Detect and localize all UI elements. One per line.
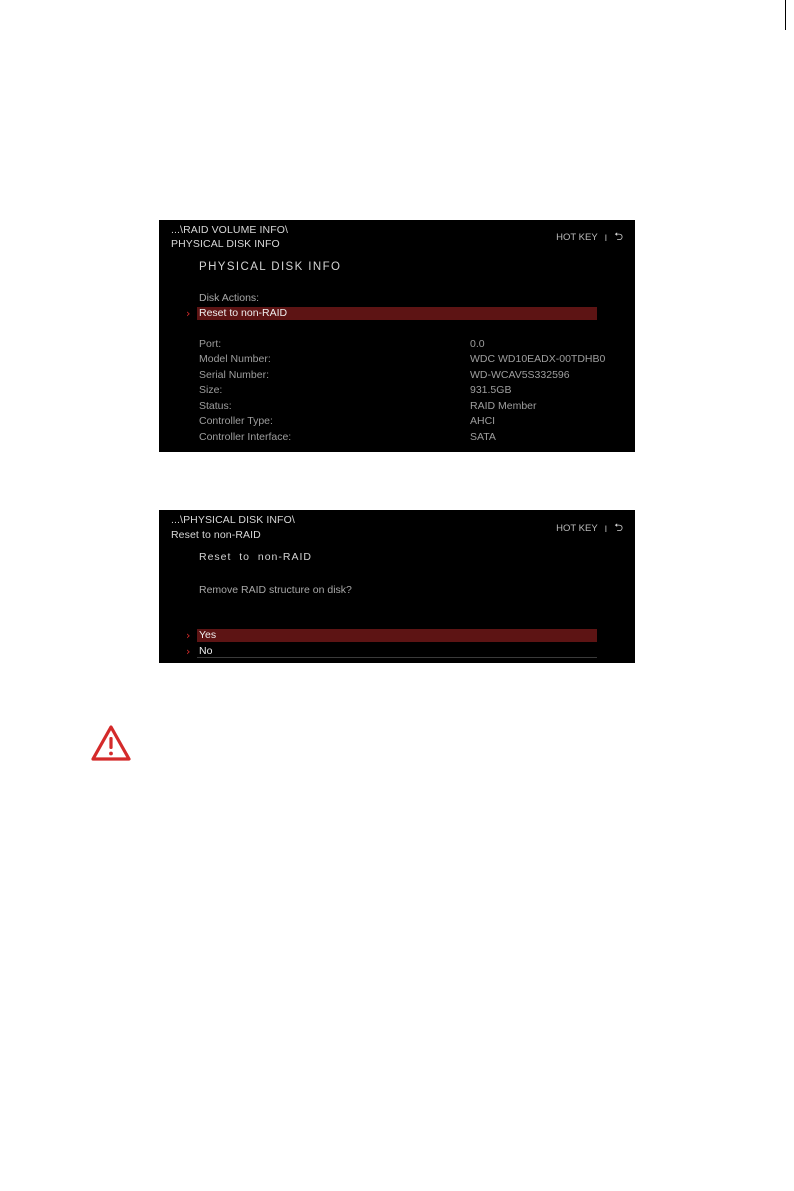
physical-disk-info-screen (159, 220, 635, 452)
breadcrumb-path: ...\RAID VOLUME INFO\ (171, 224, 289, 236)
hotkey-separator: I (604, 232, 608, 243)
info-value-size: 931.5GB (470, 384, 512, 396)
warning-triangle-icon (90, 724, 132, 762)
info-value-serial: WD-WCAV5S332596 (470, 369, 570, 381)
info-key-size: Size: (199, 384, 223, 396)
info-value-controller-type: AHCI (470, 415, 496, 427)
option-no[interactable]: No (197, 645, 597, 658)
breadcrumb-path: ...\PHYSICAL DISK INFO\ (171, 514, 295, 526)
info-value-port: 0.0 (470, 338, 485, 350)
info-key-status: Status: (199, 400, 232, 412)
info-key-model: Model Number: (199, 353, 271, 365)
hotkey-button[interactable]: HOT KEY (556, 523, 598, 534)
hotkey-bar (556, 228, 623, 247)
info-key-controller-type: Controller Type: (199, 415, 273, 427)
back-arrow-icon[interactable]: ⮌ (614, 231, 623, 243)
back-arrow-icon[interactable]: ⮌ (614, 522, 623, 534)
hotkey-separator: I (604, 523, 608, 534)
info-value-controller-interface: SATA (470, 431, 496, 443)
page-edge-line (785, 0, 786, 30)
chevron-right-icon: › (186, 307, 191, 320)
info-value-model: WDC WD10EADX-00TDHB0 (470, 353, 606, 365)
chevron-right-icon: › (186, 629, 191, 642)
reset-to-non-raid-screen (159, 510, 635, 663)
info-key-port: Port: (199, 338, 222, 350)
chevron-right-icon: › (186, 645, 191, 658)
hotkey-button[interactable]: HOT KEY (556, 232, 598, 243)
info-key-controller-interface: Controller Interface: (199, 431, 292, 443)
reset-to-non-raid-item[interactable]: Reset to non-RAID (197, 307, 597, 320)
hotkey-bar (556, 519, 623, 538)
option-yes[interactable]: Yes (197, 629, 597, 642)
disk-actions-label: Disk Actions: (199, 292, 260, 304)
info-value-status: RAID Member (470, 400, 537, 412)
breadcrumb-current: Reset to non-RAID (171, 529, 261, 541)
confirm-prompt: Remove RAID structure on disk? (199, 584, 352, 596)
page-title: Reset to non-RAID (199, 551, 312, 563)
page-title: PHYSICAL DISK INFO (199, 261, 342, 273)
breadcrumb-current: PHYSICAL DISK INFO (171, 238, 280, 250)
info-key-serial: Serial Number: (199, 369, 270, 381)
